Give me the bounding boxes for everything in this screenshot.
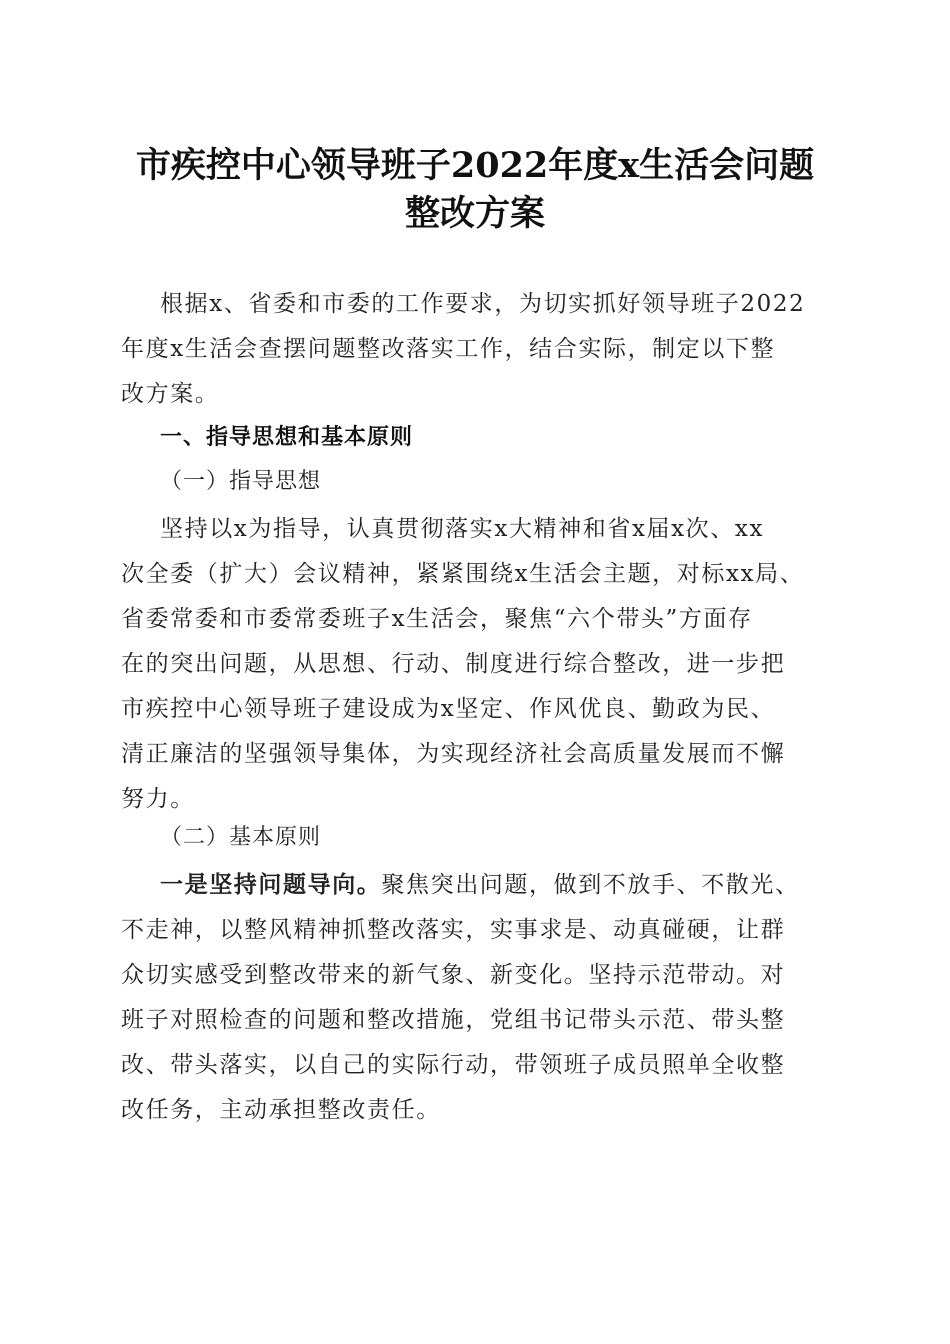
document-title-line-2: 整改方案 xyxy=(404,193,545,234)
paragraph-line: 不走神，以整风精神抓整改落实，实事求是、动真碰硬，让群 xyxy=(121,917,786,943)
paragraph-line: 清正廉洁的坚强领导集体，为实现经济社会高质量发展而不懈 xyxy=(121,741,786,767)
paragraph-line: 努力。 xyxy=(121,786,195,812)
paragraph-line: 改、带头落实，以自己的实际行动，带领班子成员照单全收整 xyxy=(121,1052,786,1078)
principle-line-rest: 聚焦突出问题，做到不放手、不散光、 xyxy=(381,872,800,898)
intro-line-3: 改方案。 xyxy=(121,381,220,407)
paragraph-line: 省委常委和市委常委班子x生活会，聚焦“六个带头”方面存 xyxy=(121,606,753,632)
subsection-heading-guiding-thought: （一）指导思想 xyxy=(160,469,322,494)
principle-lead-text: 一是坚持问题导向。 xyxy=(160,872,382,898)
section-heading: 一、指导思想和基本原则 xyxy=(160,425,414,450)
paragraph-line: 众切实感受到整改带来的新气象、新变化。坚持示范带动。对 xyxy=(121,962,786,988)
paragraph-line: 次全委（扩大）会议精神，紧紧围绕x生活会主题，对标xx局、 xyxy=(121,561,805,587)
paragraph-line xyxy=(160,866,800,899)
document-title-line-1: 市疾控中心领导班子2022年度x生活会问题 xyxy=(135,145,815,186)
intro-line-1: 根据x、省委和市委的工作要求，为切实抓好领导班子2022 xyxy=(160,291,806,317)
intro-line-2: 年度x生活会查摆问题整改落实工作，结合实际，制定以下整 xyxy=(121,336,776,362)
paragraph-line: 改任务，主动承担整改责任。 xyxy=(121,1097,441,1123)
paragraph-line: 坚持以x为指导，认真贯彻落实x大精神和省x届x次、xx xyxy=(160,516,765,542)
paragraph-line: 市疾控中心领导班子建设成为x坚定、作风优良、勤政为民、 xyxy=(121,696,776,722)
paragraph-line: 在的突出问题，从思想、行动、制度进行综合整改，进一步把 xyxy=(121,651,786,677)
subsection-heading-basic-principles: （二）基本原则 xyxy=(160,825,322,850)
paragraph-line: 班子对照检查的问题和整改措施，党组书记带头示范、带头整 xyxy=(121,1007,786,1033)
